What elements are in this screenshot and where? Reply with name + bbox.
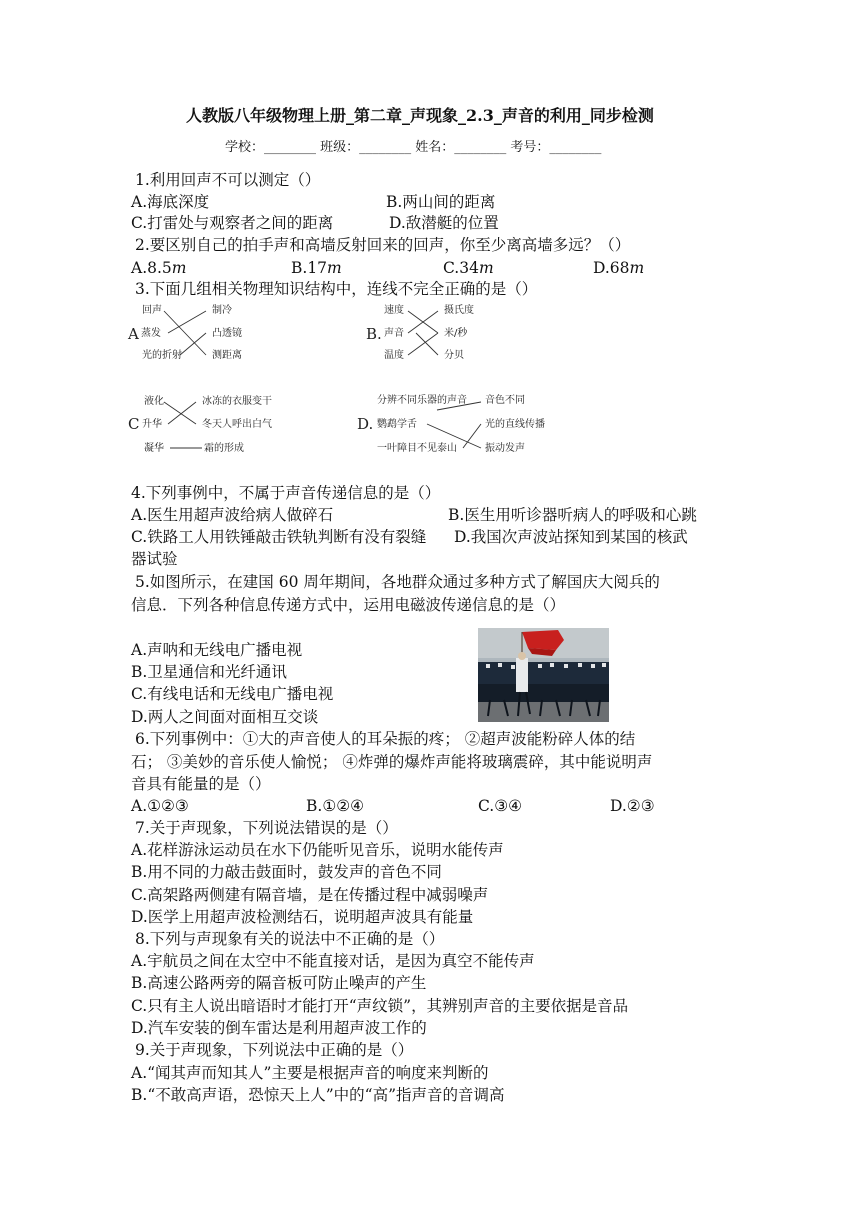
- q1-option-d: D.敌潜艇的位置: [389, 214, 499, 232]
- q3-b-left-1: 速度: [384, 305, 404, 316]
- q7-option-d: D.医学上用超声波检测结石，说明超声波具有能量: [131, 908, 474, 926]
- q3-a-right-3: 测距离: [212, 350, 242, 361]
- q6-stem-line1: 6.下列事例中：①大的声音使人的耳朵振的疼； ②超声波能粉碎人体的结: [135, 730, 636, 748]
- student-info-line: 学校：________ 班级：________ 姓名：________ 考号：________: [225, 140, 602, 155]
- q4-stem: 4.下列事例中，不属于声音传递信息的是（）: [131, 484, 441, 502]
- q3-c-letter: C: [128, 415, 140, 433]
- q9-option-a: A.“闻其声而知其人”主要是根据声音的响度来判断的: [131, 1064, 489, 1082]
- parade-photo: [478, 628, 609, 722]
- q6-option-c: C.③④: [478, 797, 523, 815]
- q3-diagram-d: [357, 392, 557, 458]
- q6-stem-line3: 音具有能量的是（）: [131, 775, 271, 793]
- q3-a-right-1: 制冷: [212, 305, 232, 316]
- q7-option-b: B.用不同的力敲击鼓面时，鼓发声的音色不同: [131, 863, 442, 881]
- q6-stem-line2: 石； ③美妙的音乐使人愉悦； ④炸弹的爆炸声能将玻璃震碎，其中能说明声: [131, 753, 653, 771]
- q7-option-c: C.高架路两侧建有隔音墙，是在传播过程中减弱噪声: [131, 886, 489, 904]
- q9-option-b: B.“不敢高声语，恐惊天上人”中的“高”指声音的音调高: [131, 1086, 505, 1104]
- q4-option-a: A.医生用超声波给病人做碎石: [131, 506, 334, 524]
- q3-b-right-2: 米/秒: [444, 328, 468, 339]
- page-title: 人教版八年级物理上册_第二章_声现象_2.3_声音的利用_同步检测: [186, 106, 654, 125]
- q1-stem: 1.利用回声不可以测定（）: [135, 171, 321, 189]
- q3-stem: 3.下面几组相关物理知识结构中，连线不完全正确的是（）: [135, 280, 538, 298]
- q5-option-d: D.两人之间面对面相互交谈: [131, 708, 319, 726]
- q6-option-b: B.①②④: [306, 797, 365, 815]
- q3-b-right-1: 摄氏度: [444, 305, 474, 316]
- q3-a-left-3: 光的折射: [142, 350, 182, 361]
- q1-option-a: A.海底深度: [131, 193, 210, 211]
- q3-b-letter: B.: [366, 325, 382, 343]
- q3-a-letter: A: [128, 325, 139, 343]
- q3-a-right-2: 凸透镜: [212, 328, 242, 339]
- q3-a-left-1: 回声: [142, 305, 162, 316]
- q2-option-a: A.8.5𝑚: [131, 259, 187, 277]
- q2-option-d: D.68𝑚: [593, 259, 645, 277]
- q2-option-b: B.17𝑚: [291, 259, 342, 277]
- q3-d-letter: D.: [357, 415, 374, 433]
- q3-c-right-1: 冰冻的衣服变干: [202, 396, 272, 407]
- q8-stem: 8.下列与声现象有关的说法中不正确的是（）: [135, 930, 445, 948]
- q1-option-b: B.两山间的距离: [386, 193, 496, 211]
- q2-option-c: C.34𝑚: [443, 259, 494, 277]
- q3-c-left-2: 升华: [142, 419, 162, 430]
- q3-c-left-1: 液化: [144, 396, 164, 407]
- q6-option-d: D.②③: [610, 797, 655, 815]
- q3-d-right-1: 音色不同: [485, 395, 525, 406]
- q4-option-d-cont: 器试验: [131, 550, 178, 568]
- q5-option-a: A.声呐和无线电广播电视: [131, 641, 303, 659]
- q3-d-left-3: 一叶障目不见泰山: [377, 443, 457, 454]
- q9-stem: 9.关于声现象，下列说法中正确的是（）: [135, 1041, 414, 1059]
- q3-b-left-3: 温度: [384, 350, 404, 361]
- q7-stem: 7.关于声现象，下列说法错误的是（）: [135, 819, 398, 837]
- q3-d-right-2: 光的直线传播: [485, 419, 545, 430]
- q3-b-right-3: 分贝: [444, 350, 464, 361]
- q3-d-right-3: 振动发声: [485, 443, 525, 454]
- q5-option-c: C.有线电话和无线电广播电视: [131, 685, 334, 703]
- q3-diagram-b: [366, 302, 516, 364]
- q2-stem: 2.要区别自己的拍手声和高墙反射回来的回声，你至少离高墙多远？（）: [135, 236, 631, 254]
- q3-c-right-3: 霜的形成: [204, 443, 244, 454]
- q8-option-d: D.汽车安装的倒车雷达是利用超声波工作的: [131, 1019, 427, 1037]
- q8-option-b: B.高速公路两旁的隔音板可防止噪声的产生: [131, 974, 427, 992]
- q8-option-a: A.宇航员之间在太空中不能直接对话，是因为真空不能传声: [131, 952, 535, 970]
- q7-option-a: A.花样游泳运动员在水下仍能听见音乐，说明水能传声: [131, 841, 504, 859]
- q4-option-c: C.铁路工人用铁锤敲击铁轨判断有没有裂缝: [131, 528, 427, 546]
- q5-stem-line1: 5.如图所示，在建国 60 周年期间，各地群众通过多种方式了解国庆大阅兵的: [135, 573, 660, 591]
- q4-option-b: B.医生用听诊器听病人的呼吸和心跳: [448, 506, 697, 524]
- q3-diagram-c: [128, 392, 288, 458]
- q5-stem-line2: 信息．下列各种信息传递方式中，运用电磁波传递信息的是（）: [131, 596, 566, 614]
- q3-a-left-2: 蒸发: [141, 328, 161, 339]
- q6-option-a: A.①②③: [131, 797, 189, 815]
- q3-d-left-1: 分辨不同乐器的声音: [377, 395, 467, 406]
- q4-option-d: D.我国次声波站探知到某国的核武: [454, 528, 688, 546]
- q1-option-c: C.打雷处与观察者之间的距离: [131, 214, 334, 232]
- q3-c-left-3: 凝华: [144, 443, 164, 454]
- q3-diagram-a: [128, 302, 268, 364]
- q3-c-right-2: 冬天人呼出白气: [202, 419, 272, 430]
- q5-option-b: B.卫星通信和光纤通讯: [131, 663, 287, 681]
- q8-option-c: C.只有主人说出暗语时才能打开“声纹锁”，其辨别声音的主要依据是音品: [131, 997, 629, 1015]
- q3-d-left-2: 鹦鹉学舌: [377, 419, 417, 430]
- q3-b-left-2: 声音: [384, 328, 404, 339]
